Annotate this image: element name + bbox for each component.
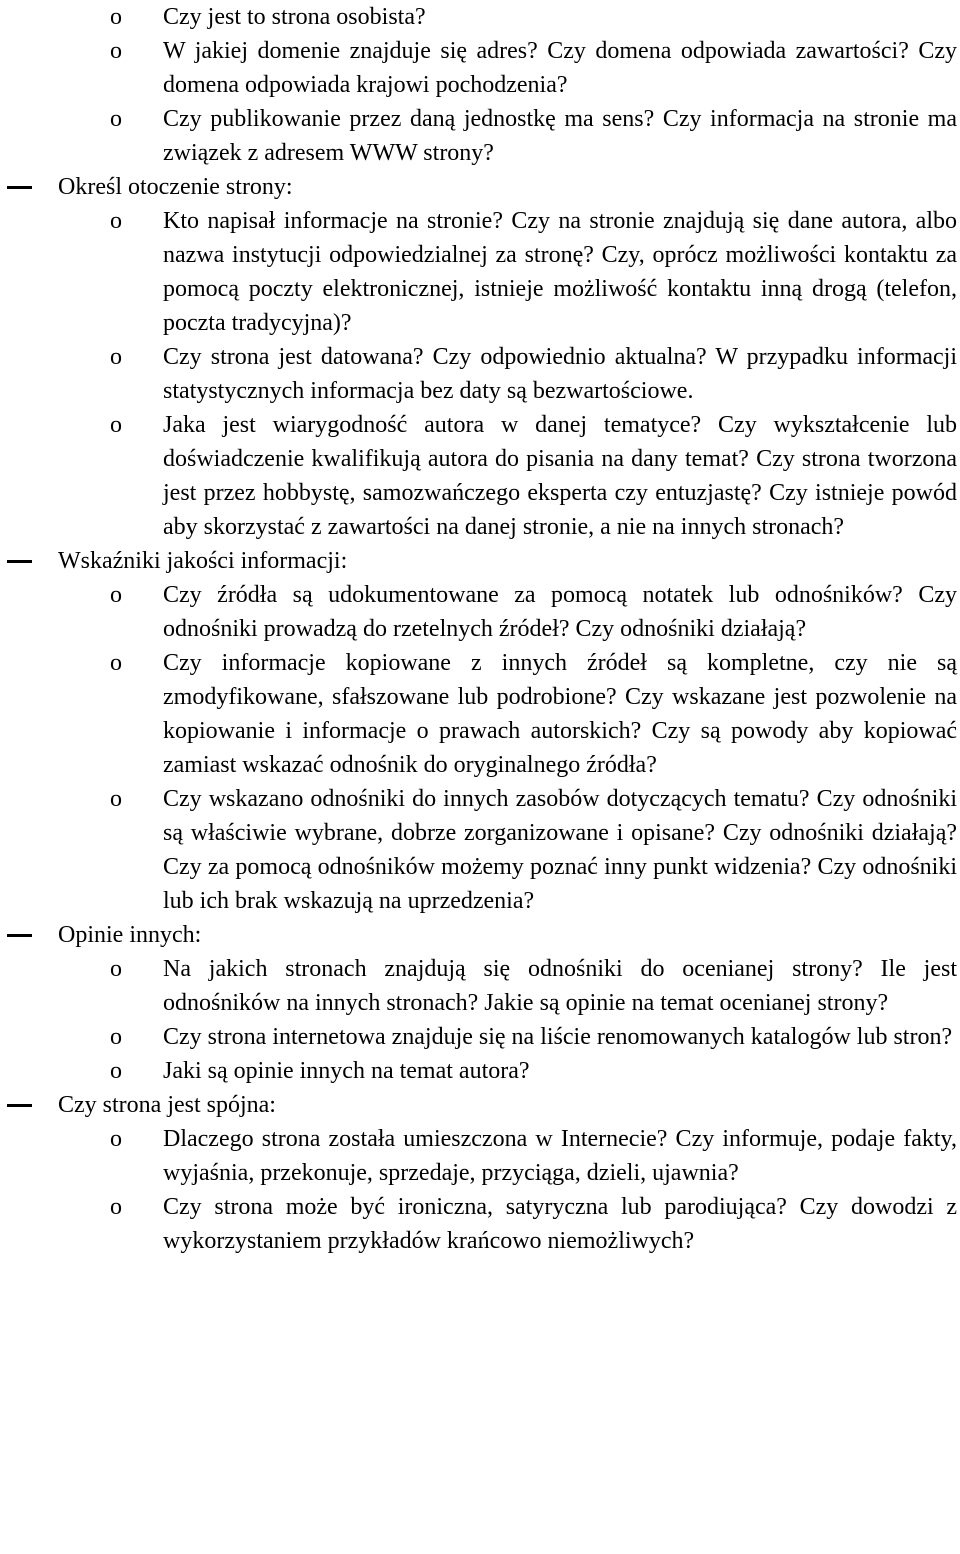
list-item [0, 578, 960, 646]
circle-bullet-icon: o [110, 786, 122, 812]
list-item [0, 0, 960, 34]
list-item [0, 102, 960, 170]
list-item [0, 952, 960, 1020]
circle-bullet-icon: o [110, 4, 122, 30]
circle-bullet-icon: o [110, 412, 122, 438]
list-item-text: Jaki są opinie innych na temat autora? [163, 1058, 530, 1084]
list-item [0, 782, 960, 918]
circle-bullet-icon: o [110, 344, 122, 370]
list-item [0, 646, 960, 782]
section-heading [0, 170, 960, 204]
list-item-text: Czy strona jest datowana? Czy odpowiednio aktualna? W przypadku informacji statystycznych informacja bez daty są bezwartościowe. [163, 344, 957, 404]
list-item-text: Dlaczego strona została umieszczona w Internecie? Czy informuje, podaje fakty, wyjaśnia, przekonuje, sprzedaje, przyciąga, dzieli, ujawnia? [163, 1126, 957, 1186]
section-heading [0, 544, 960, 578]
dash-bullet-icon [7, 1104, 32, 1107]
list-item-text: Czy strona może być ironiczna, satyryczna lub parodiująca? Czy dowodzi z wykorzystaniem przykładów krańcowo niemożliwych? [163, 1194, 957, 1254]
circle-bullet-icon: o [110, 208, 122, 234]
section-heading-text: Czy strona jest spójna: [58, 1092, 276, 1118]
dash-bullet-icon [7, 560, 32, 563]
list-item [0, 1054, 960, 1088]
dash-bullet-icon [7, 934, 32, 937]
list-item-text: Czy źródła są udokumentowane za pomocą notatek lub odnośników? Czy odnośniki prowadzą do rzetelnych źródeł? Czy odnośniki działają? [163, 582, 957, 642]
list-item-text: Kto napisał informacje na stronie? Czy na stronie znajdują się dane autora, albo nazwa instytucji odpowiedzialnej za stronę? Czy, oprócz możliwości kontaktu za pomocą poczty elektronicznej, istnieje możliwość kontaktu inną drogą (telefon, poczta tradycyjna)? [163, 208, 957, 336]
list-item [0, 34, 960, 102]
list-item [0, 340, 960, 408]
circle-bullet-icon: o [110, 582, 122, 608]
circle-bullet-icon: o [110, 650, 122, 676]
list-item-text: W jakiej domenie znajduje się adres? Czy domena odpowiada zawartości? Czy domena odpowiada krajowi pochodzenia? [163, 38, 957, 98]
section-heading-text: Określ otoczenie strony: [58, 174, 293, 200]
circle-bullet-icon: o [110, 38, 122, 64]
circle-bullet-icon: o [110, 956, 122, 982]
list-item-text: Czy informacje kopiowane z innych źródeł są kompletne, czy nie są zmodyfikowane, sfałszowane lub podrobione? Czy wskazane jest pozwolenie na kopiowanie i informacje o prawach autorskich? Czy są powody aby kopiować zamiast wskazać odnośnik do oryginalnego źródła? [163, 650, 957, 778]
list-item-text: Jaka jest wiarygodność autora w danej tematyce? Czy wykształcenie lub doświadczenie kwalifikują autora do pisania na dany temat? Czy strona tworzona jest przez hobbystę, samozwańczego eksperta czy entuzjastę? Czy istnieje powód aby skorzystać z zawartości na danej stronie, a nie na innych stronach? [163, 412, 957, 540]
circle-bullet-icon: o [110, 1126, 122, 1152]
circle-bullet-icon: o [110, 1024, 122, 1050]
list-item [0, 1190, 960, 1258]
list-item-text: Czy wskazano odnośniki do innych zasobów dotyczących tematu? Czy odnośniki są właściwie wybrane, dobrze zorganizowane i opisane? Czy odnośniki działają? Czy za pomocą odnośników możemy poznać inny punkt widzenia? Czy odnośniki lub ich brak wskazują na uprzedzenia? [163, 786, 957, 914]
list-item [0, 408, 960, 544]
list-item [0, 1122, 960, 1190]
circle-bullet-icon: o [110, 106, 122, 132]
list-item [0, 1020, 960, 1054]
section-heading [0, 918, 960, 952]
list-item-text: Na jakich stronach znajdują się odnośniki do ocenianej strony? Ile jest odnośników na innych stronach? Jakie są opinie na temat ocenianej strony? [163, 956, 957, 1016]
list-item-text: Czy jest to strona osobista? [163, 4, 426, 30]
circle-bullet-icon: o [110, 1058, 122, 1084]
list-item-text: Czy publikowanie przez daną jednostkę ma sens? Czy informacja na stronie ma związek z adresem WWW strony? [163, 106, 957, 166]
dash-bullet-icon [7, 186, 32, 189]
section-heading-text: Opinie innych: [58, 922, 202, 948]
section-heading [0, 1088, 960, 1122]
circle-bullet-icon: o [110, 1194, 122, 1220]
section-heading-text: Wskaźniki jakości informacji: [58, 548, 348, 574]
list-item [0, 204, 960, 340]
list-item-text: Czy strona internetowa znajduje się na liście renomowanych katalogów lub stron? [163, 1024, 953, 1050]
